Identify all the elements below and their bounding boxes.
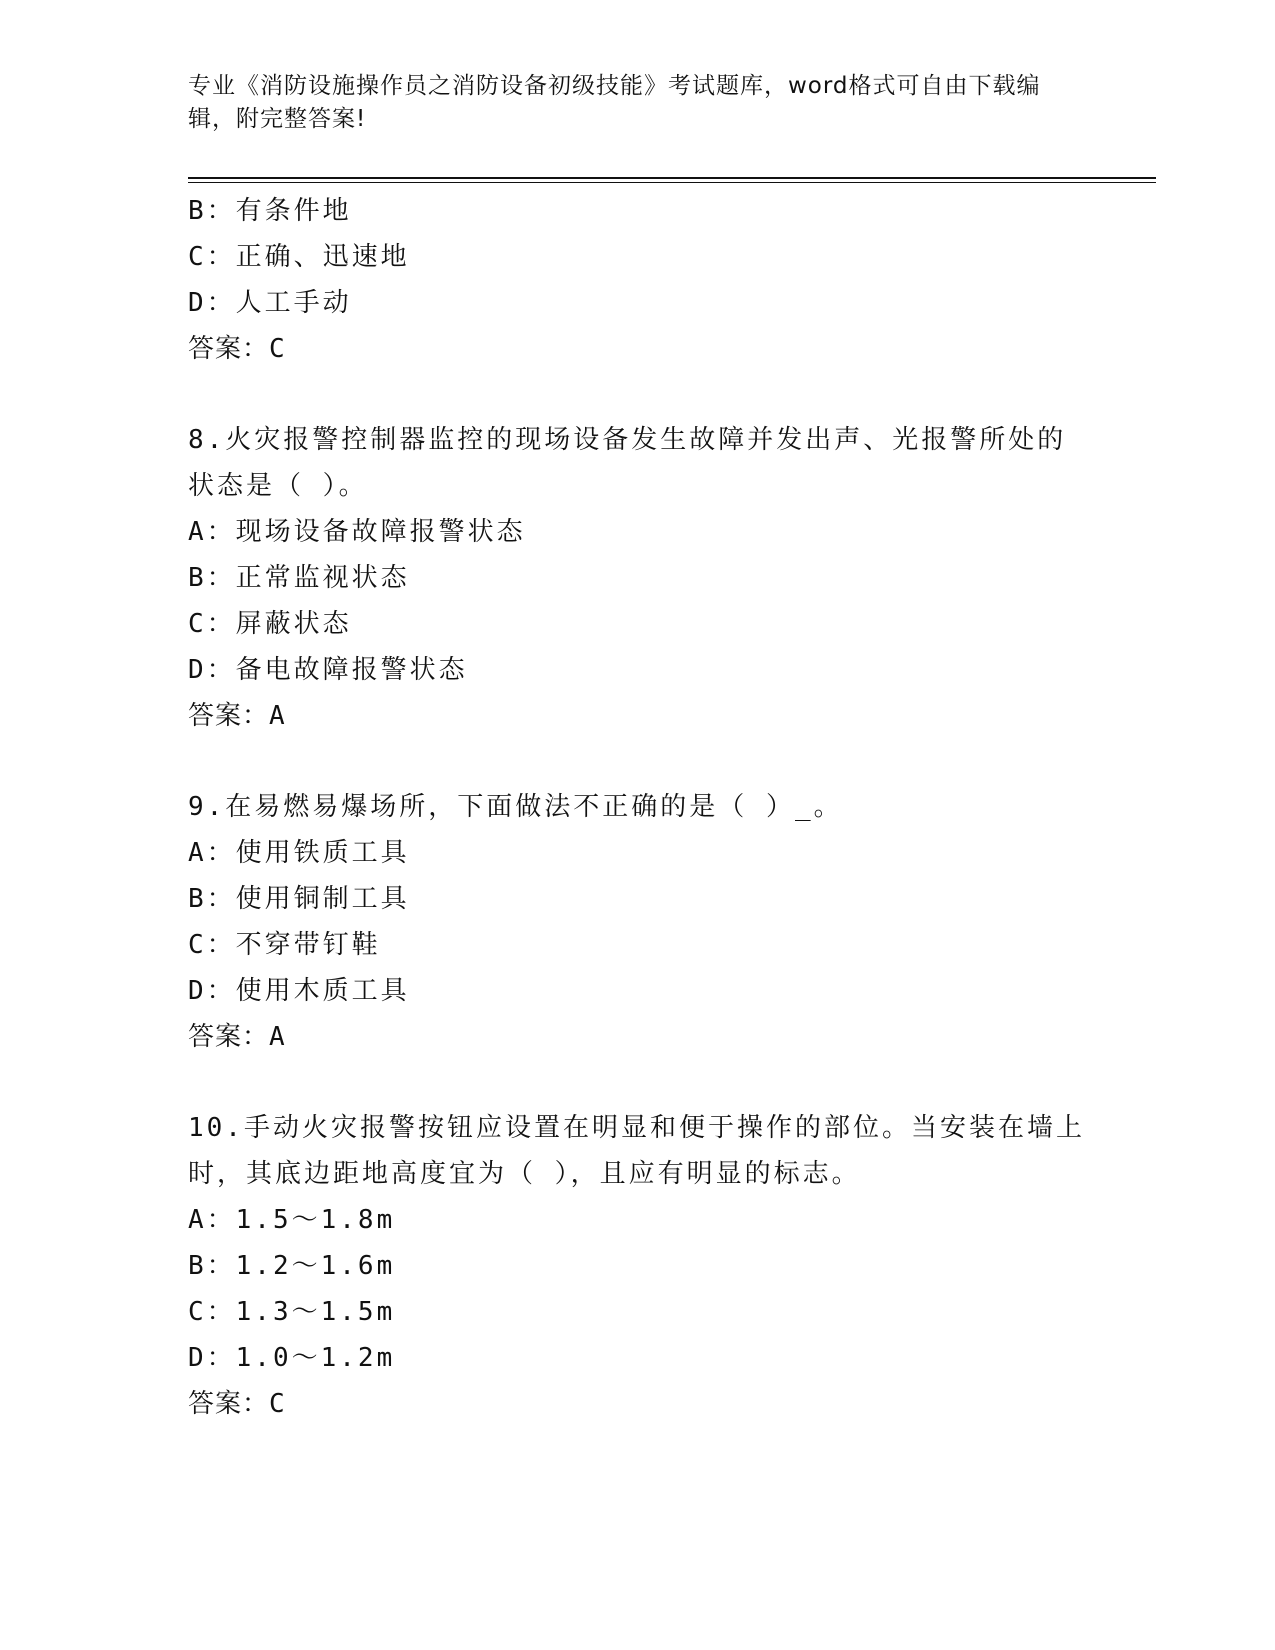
option-c: C：屏蔽状态 [188,609,352,639]
option-d: D：使用木质工具 [188,976,410,1006]
document-header: 专业《消防设施操作员之消防设备初级技能》考试题库，word格式可自由下载编辑，附完整答案! [188,73,1041,132]
option-c: C：1.3～1.5m [188,1297,396,1327]
question-list [188,188,1088,1427]
answer: 答案：A [188,701,286,731]
option-a: A：使用铁质工具 [188,838,410,868]
option-b: B：使用铜制工具 [188,884,410,914]
answer: 答案：C [188,1389,286,1419]
header-rule-thick [188,177,1156,179]
option-c: C：不穿带钉鞋 [188,930,381,960]
option-d: D：人工手动 [188,288,352,318]
option-d: D：备电故障报警状态 [188,655,468,685]
option-b: B：1.2～1.6m [188,1251,396,1281]
question-10 [188,1105,1088,1427]
question-8 [188,417,1088,739]
option-b: B：有条件地 [188,196,352,226]
question-text-continued: 状态是（ ）。 [188,471,368,501]
option-a: A：1.5～1.8m [188,1205,396,1235]
option-b: B：正常监视状态 [188,563,410,593]
option-d: D：1.0～1.2m [188,1343,396,1373]
option-a: A：现场设备故障报警状态 [188,517,526,547]
question-text: 8.火灾报警控制器监控的现场设备发生故障并发出声、光报警所处的 [188,425,1067,455]
question-text: 9.在易燃易爆场所，下面做法不正确的是（ ）_。 [188,792,843,822]
answer: 答案：A [188,1022,286,1052]
question-7-partial [188,188,1088,372]
option-c: C：正确、迅速地 [188,242,410,272]
question-text-continued: 时，其底边距地高度宜为（ ），且应有明显的标志。 [188,1159,861,1189]
header-rule-thin [188,182,1156,183]
question-9 [188,784,1088,1060]
question-text: 10.手动火灾报警按钮应设置在明显和便于操作的部位。当安装在墙上 [188,1113,1085,1143]
answer: 答案：C [188,334,286,364]
